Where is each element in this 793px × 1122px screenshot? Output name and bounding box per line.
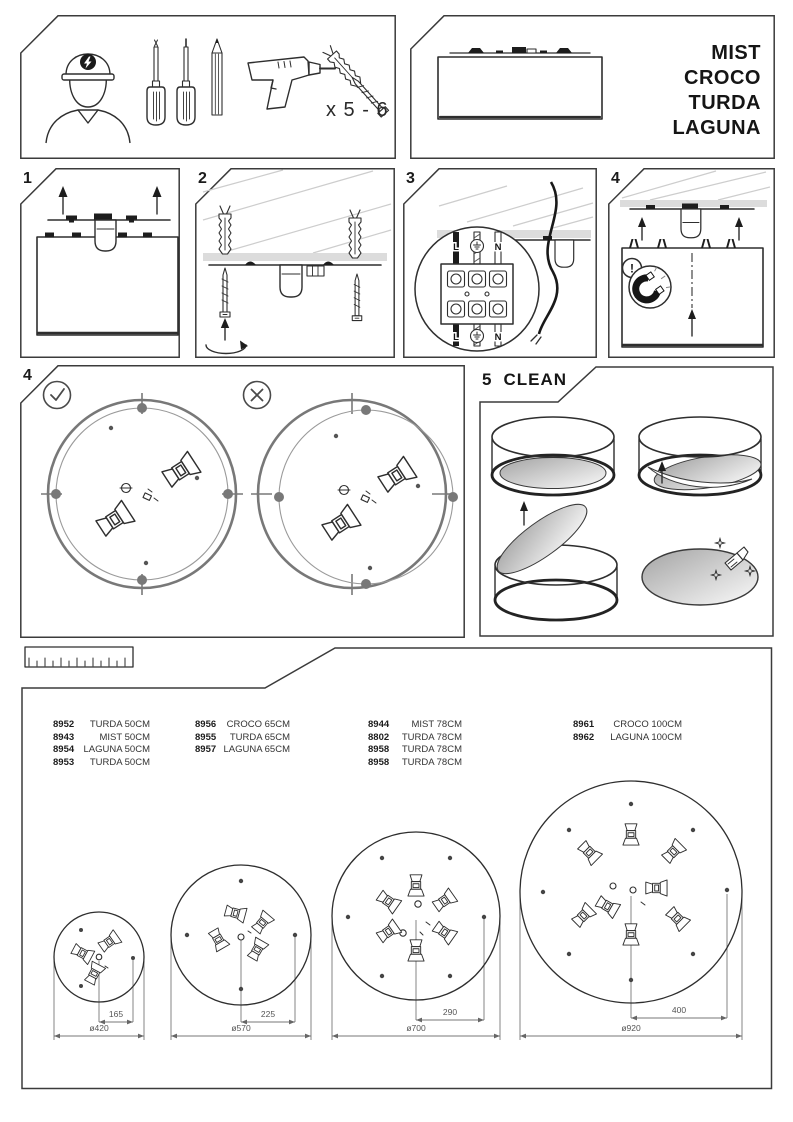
- step3-panel: [403, 168, 597, 358]
- product-row: [573, 732, 682, 745]
- product-code: 8958: [368, 756, 390, 768]
- diameter-label-920: ø920: [621, 1023, 641, 1033]
- product-name: TURDA 65CM: [229, 731, 290, 743]
- live-label: L: [453, 332, 459, 343]
- product-row: [573, 719, 682, 732]
- model-name: TURDA: [688, 92, 761, 114]
- product-row: [195, 732, 290, 745]
- product-group-65cm: [195, 719, 290, 757]
- product-row: [368, 719, 462, 732]
- product-group-78cm: [368, 719, 462, 769]
- check-icon: [44, 382, 71, 409]
- step-number: 4: [611, 170, 620, 187]
- product-row: [195, 744, 290, 757]
- brand-panel: [410, 15, 775, 159]
- earth-icon: [471, 240, 484, 253]
- product-name: MIST 78CM: [411, 719, 462, 730]
- bulb-socket-icon: [555, 240, 574, 267]
- product-name: TURDA 50CM: [89, 756, 150, 768]
- product-group-50cm: [53, 719, 150, 769]
- product-code: 8962: [573, 731, 595, 743]
- terminal-block-small: [307, 266, 324, 276]
- tools-panel: [20, 15, 396, 159]
- spacing-label-570: 225: [260, 1009, 276, 1019]
- product-name: TURDA 78CM: [401, 731, 462, 743]
- product-name: CROCO 65CM: [226, 719, 290, 730]
- product-code: 8958: [368, 744, 390, 755]
- product-name: LAGUNA 65CM: [223, 744, 290, 755]
- product-code: 8953: [53, 756, 75, 768]
- clean-panel: [478, 365, 775, 638]
- bulb-socket-icon: [681, 209, 701, 238]
- bulb-socket-icon: [95, 220, 116, 251]
- product-code: 8957: [195, 744, 217, 755]
- spacing-label-420: 165: [108, 1009, 124, 1019]
- earth-icon: [471, 330, 484, 343]
- plug-count-label: x 5 - 6: [326, 99, 389, 121]
- diameter-label-700: ø700: [406, 1023, 426, 1033]
- product-row: [53, 719, 150, 732]
- product-row: [53, 744, 150, 757]
- spacing-label-920: 400: [671, 1005, 687, 1015]
- product-name: LAGUNA 100CM: [610, 731, 682, 743]
- diameter-label-570: ø570: [231, 1023, 251, 1033]
- product-row: [195, 719, 290, 732]
- product-code: 8956: [195, 719, 217, 730]
- neutral-label: N: [494, 332, 502, 343]
- bulb-socket-icon: [280, 265, 302, 297]
- model-name: LAGUNA: [672, 117, 761, 139]
- product-code: 8955: [195, 731, 217, 743]
- product-name: MIST 50CM: [99, 731, 150, 743]
- spacing-label-700: 290: [442, 1007, 458, 1017]
- product-models: [672, 41, 761, 141]
- product-code: 8944: [368, 719, 390, 730]
- product-code: 8961: [573, 719, 595, 730]
- ruler-icon: [25, 647, 133, 667]
- product-name: TURDA 78CM: [401, 744, 462, 755]
- product-row: [368, 757, 462, 770]
- product-name: TURDA 50CM: [89, 719, 150, 730]
- step-number: 1: [23, 170, 32, 187]
- model-name: MIST: [711, 42, 761, 64]
- lamp-side-view: [438, 47, 602, 119]
- neutral-label: N: [494, 242, 502, 253]
- product-code: 8802: [368, 731, 390, 743]
- product-name: LAGUNA 50CM: [83, 744, 150, 755]
- product-code: 8954: [53, 744, 75, 755]
- product-row: [368, 732, 462, 745]
- step-number: 2: [198, 170, 207, 187]
- product-code: 8952: [53, 719, 75, 730]
- product-row: [53, 757, 150, 770]
- alignment-panel: [20, 365, 465, 638]
- diameter-label-420: ø420: [89, 1023, 109, 1033]
- step-number: 3: [406, 170, 415, 187]
- cross-icon: [244, 382, 271, 409]
- exclamation-label: !: [630, 261, 634, 276]
- product-group-100cm: [573, 719, 682, 744]
- step-number: 5: [482, 370, 493, 389]
- step-number: 4: [23, 367, 32, 384]
- model-name: CROCO: [684, 67, 761, 89]
- product-name: TURDA 78CM: [401, 756, 462, 768]
- product-row: [53, 732, 150, 745]
- dimensions-panel: [20, 645, 773, 1090]
- step2-panel: [195, 168, 395, 358]
- clean-label: CLEAN: [503, 370, 568, 389]
- step1-panel: [20, 168, 180, 358]
- clean-title: [482, 370, 567, 390]
- live-label: L: [453, 242, 459, 253]
- product-code: 8943: [53, 731, 75, 743]
- product-row: [368, 744, 462, 757]
- product-name: CROCO 100CM: [613, 719, 682, 730]
- step4-panel: [608, 168, 775, 358]
